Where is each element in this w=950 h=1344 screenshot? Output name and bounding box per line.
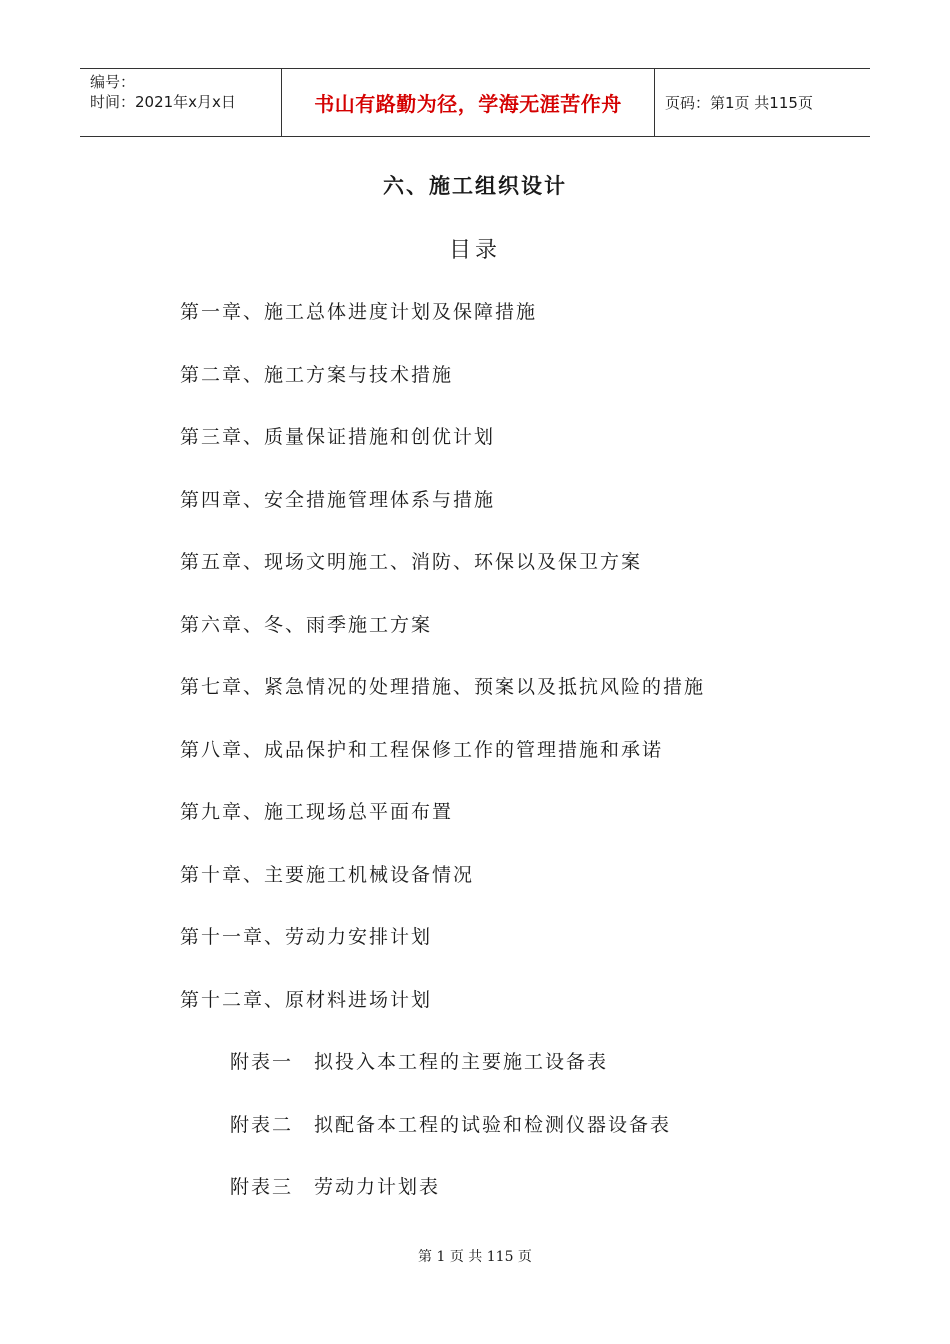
- toc-item[interactable]: 第七章、紧急情况的处理措施、预案以及抵抗风险的措施: [180, 676, 706, 698]
- toc-appendix-item[interactable]: 附表一 拟投入本工程的主要施工设备表: [230, 1051, 609, 1073]
- header-meta: [80, 69, 282, 136]
- toc-appendix-item[interactable]: 附表三 劳动力计划表: [230, 1176, 441, 1198]
- toc-item[interactable]: 第十二章、原材料进场计划: [180, 988, 433, 1011]
- toc-item[interactable]: 第四章、安全措施管理体系与措施: [180, 488, 496, 511]
- toc-item[interactable]: 第三章、质量保证措施和创优计划: [180, 426, 496, 448]
- toc-item[interactable]: 第六章、冬、雨季施工方案: [180, 613, 433, 636]
- document-title: 六、施工组织设计: [383, 173, 567, 198]
- page-header: [80, 68, 870, 137]
- toc-item[interactable]: 第九章、施工现场总平面布置: [180, 801, 454, 823]
- toc-item[interactable]: 第五章、现场文明施工、消防、环保以及保卫方案: [180, 551, 643, 573]
- time-label: 时间：2021年x月x日: [90, 93, 236, 111]
- toc-item[interactable]: 第一章、施工总体进度计划及保障措施: [180, 301, 538, 323]
- header-page-info: 页码：第1页 共115页: [665, 94, 813, 112]
- toc-item[interactable]: 第二章、施工方案与技术措施: [180, 363, 454, 386]
- toc-appendix-item[interactable]: 附表二 拟配备本工程的试验和检测仪器设备表: [230, 1113, 672, 1136]
- page-footer: 第 1 页 共 115 页: [418, 1249, 532, 1265]
- toc-item[interactable]: 第十一章、劳动力安排计划: [180, 926, 433, 948]
- toc-item[interactable]: 第八章、成品保护和工程保修工作的管理措施和承诺: [180, 738, 664, 761]
- toc-heading: 目录: [448, 238, 501, 263]
- toc-item[interactable]: 第十章、主要施工机械设备情况: [180, 863, 475, 886]
- header-motto: 书山有路勤为径，学海无涯苦作舟: [282, 69, 655, 136]
- table-of-contents: [180, 297, 880, 1235]
- number-label: 编号：: [90, 73, 136, 91]
